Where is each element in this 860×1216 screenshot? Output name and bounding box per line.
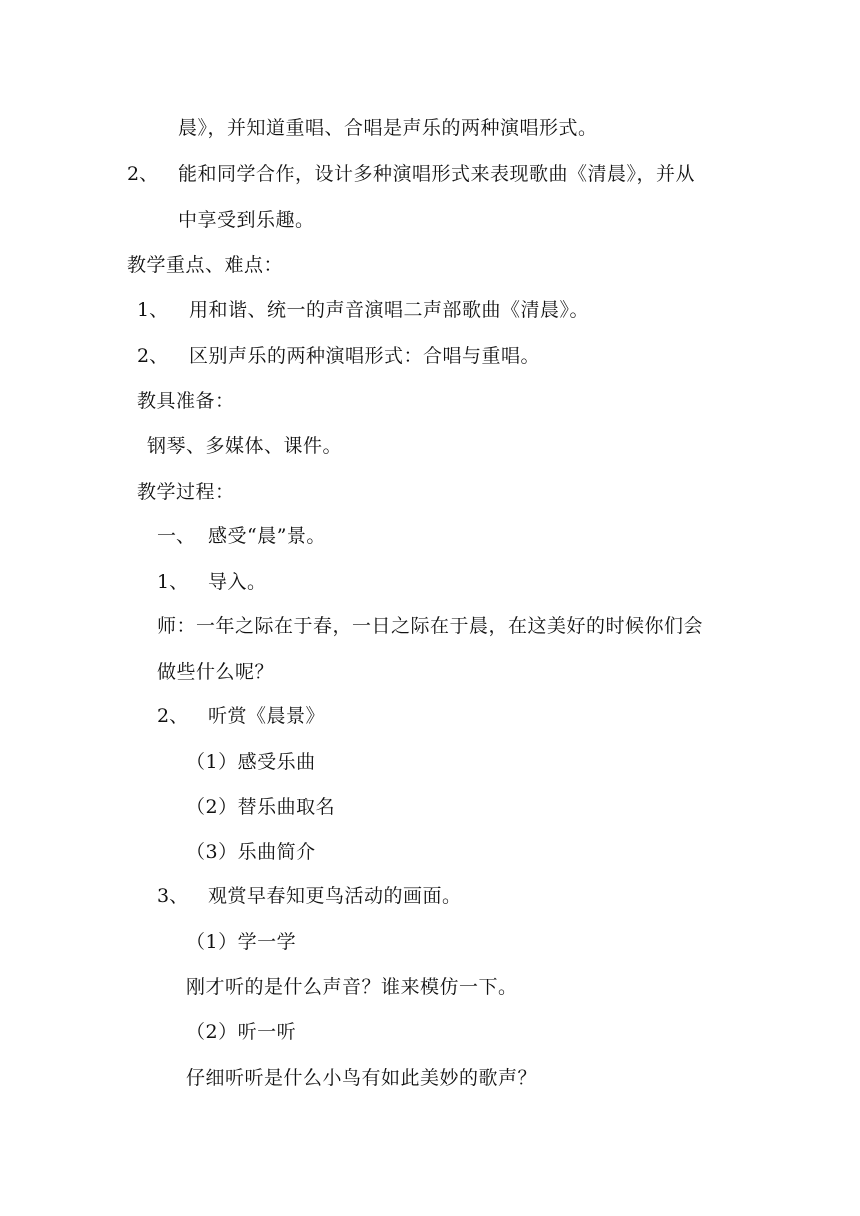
step-1-text: 导入。 — [208, 571, 267, 593]
materials-heading: 教具准备： — [137, 390, 235, 412]
key-point-1-number: 1、 — [137, 299, 169, 321]
key-point-2-text: 区别声乐的两种演唱形式：合唱与重唱。 — [189, 345, 541, 367]
step-3-sub-2-text: 仔细听听是什么小鸟有如此美妙的歌声？ — [186, 1067, 538, 1089]
step-3-sub-1: （1）学一学 — [186, 931, 297, 953]
objective-2-line-1: 能和同学合作，设计多种演唱形式来表现歌曲《清晨》，并从 — [178, 163, 696, 185]
key-point-1-text: 用和谐、统一的声音演唱二声部歌曲《清晨》。 — [189, 299, 590, 321]
key-points-heading: 教学重点、难点： — [127, 254, 284, 276]
teacher-line-1: 师：一年之际在于春，一日之际在于晨，在这美好的时候你们会 — [157, 615, 704, 637]
section-1-text: 感受“晨”景。 — [208, 525, 326, 547]
step-3-number: 3、 — [157, 885, 189, 907]
objective-2-line-2: 中享受到乐趣。 — [178, 209, 315, 231]
materials-text: 钢琴、多媒体、课件。 — [147, 435, 343, 457]
step-3-sub-1-text: 刚才听的是什么声音？谁来模仿一下。 — [186, 976, 518, 998]
step-2-sub-3: （3）乐曲简介 — [186, 841, 316, 863]
step-3-sub-2: （2）听一听 — [186, 1021, 297, 1043]
section-1-number: 一、 — [157, 525, 196, 547]
step-3-text: 观赏早春知更鸟活动的画面。 — [208, 885, 462, 907]
step-2-sub-1: （1）感受乐曲 — [186, 751, 316, 773]
key-point-2-number: 2、 — [137, 345, 169, 367]
objective-1-continuation: 晨》，并知道重唱、合唱是声乐的两种演唱形式。 — [178, 117, 598, 139]
objective-2-number: 2、 — [127, 163, 159, 185]
process-heading: 教学过程： — [137, 481, 235, 503]
teacher-line-2: 做些什么呢？ — [157, 661, 275, 683]
step-2-sub-2: （2）替乐曲取名 — [186, 796, 336, 818]
step-2-text: 听赏《晨景》 — [208, 705, 326, 727]
step-1-number: 1、 — [157, 571, 189, 593]
step-2-number: 2、 — [157, 705, 189, 727]
